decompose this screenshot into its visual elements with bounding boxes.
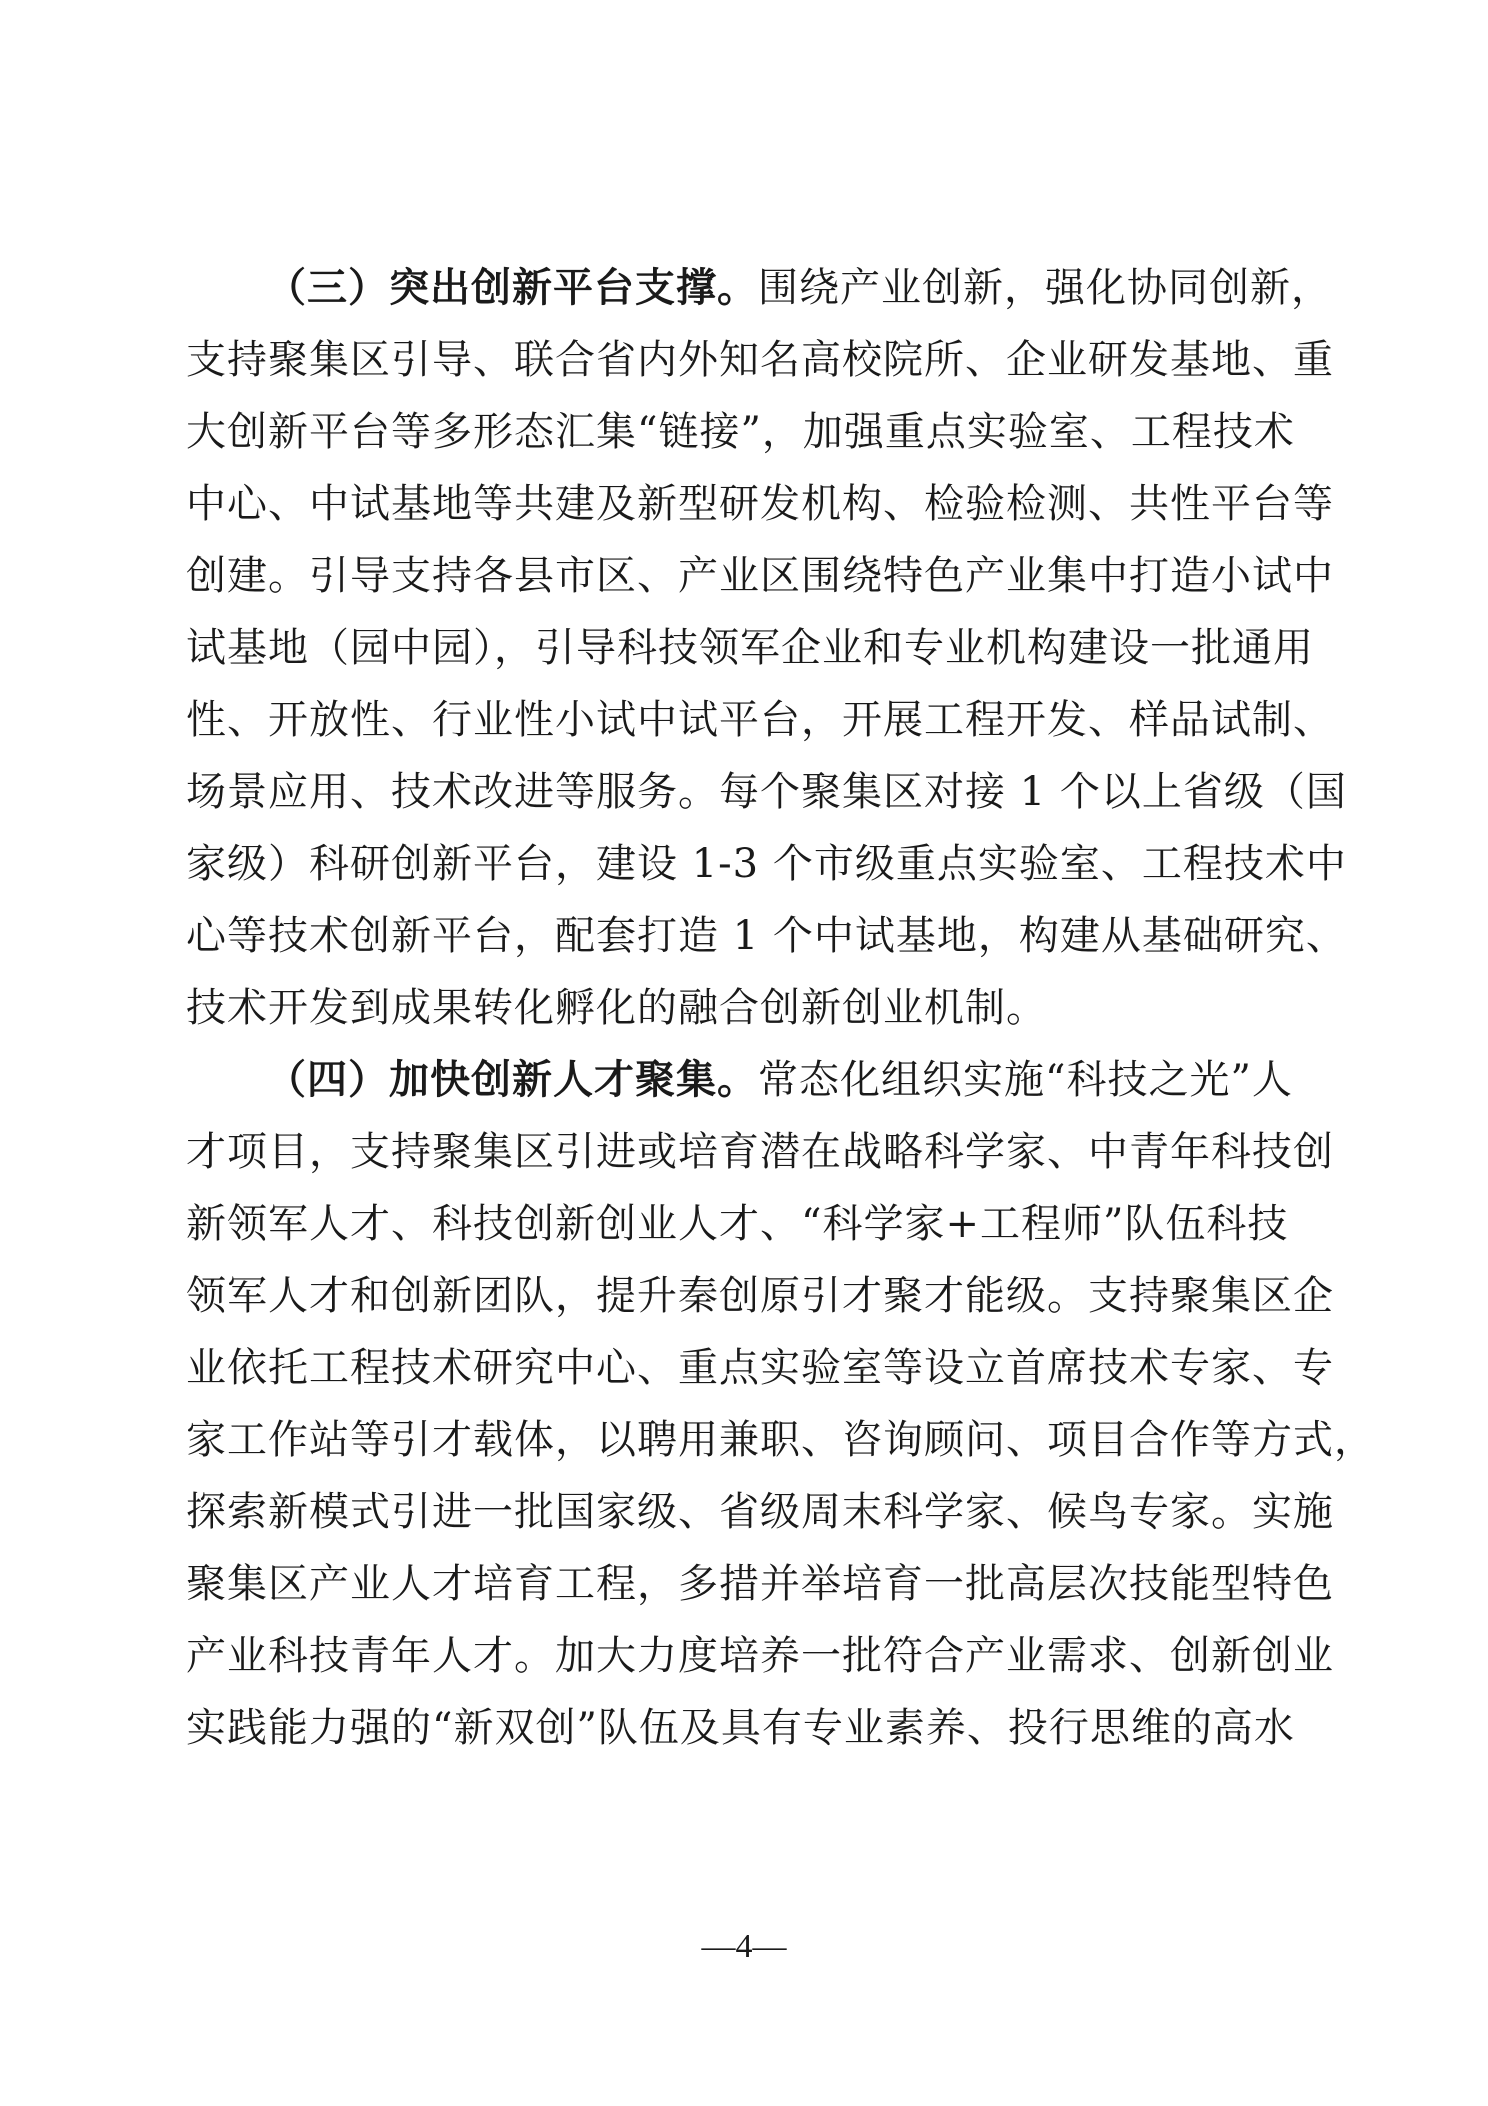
text-line: 场景应用、技术改进等服务。每个聚集区对接 1 个以上省级（国 [186,769,1347,815]
text-line: 实践能力强的“新双创”队伍及具有专业素养、投行思维的高水 [186,1705,1295,1751]
text-line: 常态化组织实施“科技之光”人 [758,1057,1293,1103]
text-line: 围绕产业创新，强化协同创新， [758,265,1332,311]
text-line: 中心、中试基地等共建及新型研发机构、检验检测、共性平台等 [186,481,1334,527]
paragraph-first-line [186,1044,1293,1116]
text-line: 性、开放性、行业性小试中试平台，开展工程开发、样品试制、 [186,697,1334,743]
text-line: 领军人才和创新团队，提升秦创原引才聚才能级。支持聚集区企 [186,1273,1334,1319]
text-line: 聚集区产业人才培育工程，多措并举培育一批高层次技能型特色 [186,1561,1334,1607]
text-line: 探索新模式引进一批国家级、省级周末科学家、候鸟专家。实施 [186,1489,1334,1535]
text-line: 产业科技青年人才。加大力度培养一批符合产业需求、创新创业 [186,1633,1334,1679]
text-line: 新领军人才、科技创新创业人才、“科学家+工程师”队伍科技 [186,1201,1289,1247]
text-line: 家级）科研创新平台，建设 1-3 个市级重点实验室、工程技术中 [186,841,1347,887]
text-line: 技术开发到成果转化孵化的融合创新创业机制。 [186,985,1047,1031]
text-line: 业依托工程技术研究中心、重点实验室等设立首席技术专家、专 [186,1345,1334,1391]
text-line: 家工作站等引才载体，以聘用兼职、咨询顾问、项目合作等方式， [186,1417,1375,1463]
text-line: 支持聚集区引导、联合省内外知名高校院所、企业研发基地、重 [186,337,1334,383]
section-heading: （四）加快创新人才聚集。 [266,1056,758,1103]
section-heading: （三）突出创新平台支撑。 [266,264,758,311]
page-number: —4— [701,1928,787,1965]
text-line: 才项目，支持聚集区引进或培育潜在战略科学家、中青年科技创 [186,1129,1334,1175]
document-body [186,252,1375,1764]
paragraph-first-line [186,252,1332,324]
paragraph-talent-gathering [186,1044,1375,1764]
text-line: 创建。引导支持各县市区、产业区围绕特色产业集中打造小试中 [186,553,1334,599]
paragraph-platform-support [186,252,1347,1044]
text-line: 心等技术创新平台，配套打造 1 个中试基地，构建从基础研究、 [186,913,1347,959]
text-line: 试基地（园中园），引导科技领军企业和专业机构建设一批通用 [186,625,1314,671]
text-line: 大创新平台等多形态汇集“链接”，加强重点实验室、工程技术 [186,409,1295,455]
